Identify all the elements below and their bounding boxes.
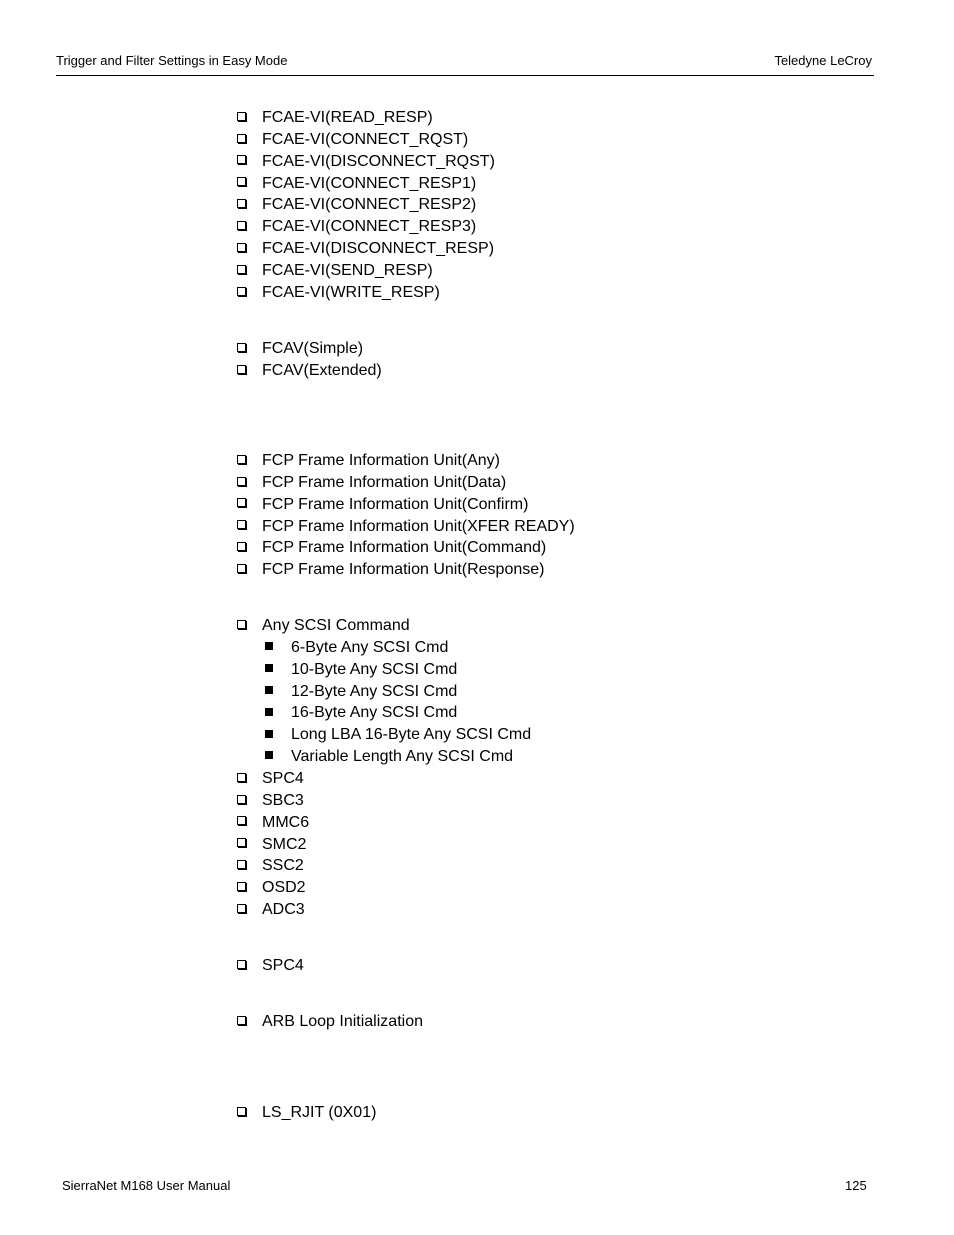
sub-list-item bbox=[265, 724, 531, 746]
list-item bbox=[237, 855, 304, 877]
square-bullet-icon bbox=[265, 730, 273, 738]
list-item-label: MMC6 bbox=[262, 813, 310, 831]
checkbox-bullet-icon bbox=[237, 265, 246, 274]
sub-list-item bbox=[265, 637, 448, 659]
checkbox-bullet-icon bbox=[237, 134, 246, 143]
running-header-brand: Teledyne LeCroy bbox=[774, 53, 872, 68]
list-item bbox=[237, 877, 306, 899]
checkbox-bullet-icon bbox=[237, 520, 246, 529]
list-item bbox=[237, 1011, 423, 1033]
list-item-label: LS_RJIT (0X01) bbox=[262, 1104, 377, 1121]
list-item-label: FCP Frame Information Unit(Data) bbox=[262, 473, 507, 491]
checkbox-bullet-icon bbox=[237, 112, 246, 121]
square-bullet-icon bbox=[265, 686, 273, 694]
checkbox-bullet-icon bbox=[237, 498, 246, 507]
list-item-label: FCAE-VI(CONNECT_RESP2) bbox=[262, 196, 477, 214]
square-bullet-icon bbox=[265, 708, 273, 716]
checkbox-bullet-icon bbox=[237, 838, 246, 847]
list-item-label: FCAV(Extended) bbox=[262, 361, 382, 379]
list-item bbox=[237, 194, 476, 216]
square-bullet-icon bbox=[265, 751, 273, 759]
list-item-label: FCP Frame Information Unit(Response) bbox=[262, 561, 545, 579]
list-item bbox=[237, 899, 305, 921]
list-item bbox=[237, 216, 476, 238]
list-item bbox=[237, 537, 546, 559]
footer-manual-title: SierraNet M168 User Manual bbox=[62, 1178, 231, 1193]
list-item bbox=[237, 1102, 376, 1124]
list-item bbox=[237, 338, 363, 360]
checkbox-bullet-icon bbox=[237, 177, 246, 186]
checkbox-bullet-icon bbox=[237, 155, 246, 164]
checkbox-bullet-icon bbox=[237, 816, 246, 825]
list-item bbox=[237, 151, 495, 173]
checkbox-bullet-icon bbox=[237, 243, 246, 252]
list-item bbox=[237, 238, 494, 260]
checkbox-bullet-icon bbox=[237, 477, 246, 486]
list-item-label: SSC2 bbox=[262, 857, 304, 875]
list-item-label: ADC3 bbox=[262, 901, 305, 919]
checkbox-bullet-icon bbox=[237, 773, 246, 782]
checkbox-bullet-icon bbox=[237, 221, 246, 230]
checkbox-bullet-icon bbox=[237, 960, 246, 969]
list-item-label: 6-Byte Any SCSI Cmd bbox=[291, 638, 449, 656]
list-item bbox=[237, 450, 500, 472]
list-item bbox=[237, 494, 528, 516]
list-item-label: FCAE-VI(SEND_RESP) bbox=[262, 261, 433, 279]
square-bullet-icon bbox=[265, 642, 273, 650]
checkbox-bullet-icon bbox=[237, 1016, 246, 1025]
list-item bbox=[237, 173, 476, 195]
header-divider bbox=[56, 75, 874, 76]
list-item-label: FCP Frame Information Unit(Confirm) bbox=[262, 495, 529, 513]
list-item bbox=[237, 559, 544, 581]
list-item-label: ARB Loop Initialization bbox=[262, 1013, 423, 1030]
square-bullet-icon bbox=[265, 664, 273, 672]
list-item bbox=[237, 360, 382, 382]
list-item-label: FCP Frame Information Unit(Any) bbox=[262, 452, 500, 469]
list-item-label: 10-Byte Any SCSI Cmd bbox=[291, 660, 458, 678]
list-item-label: 12-Byte Any SCSI Cmd bbox=[291, 682, 458, 700]
list-item-label: Any SCSI Command bbox=[262, 617, 410, 634]
list-item-label: FCAE-VI(DISCONNECT_RESP) bbox=[262, 240, 495, 258]
list-item bbox=[237, 812, 309, 834]
checkbox-bullet-icon bbox=[237, 882, 246, 891]
list-item-label: FCP Frame Information Unit(XFER READY) bbox=[262, 517, 575, 535]
sub-list-item bbox=[265, 659, 457, 681]
list-item-label: Variable Length Any SCSI Cmd bbox=[291, 748, 514, 766]
checkbox-bullet-icon bbox=[237, 904, 246, 913]
list-item bbox=[237, 129, 468, 151]
sub-list-item bbox=[265, 702, 457, 724]
checkbox-bullet-icon bbox=[237, 365, 246, 374]
list-item bbox=[237, 834, 306, 856]
list-item bbox=[237, 107, 433, 129]
list-item bbox=[237, 615, 410, 637]
sub-list-item bbox=[265, 746, 513, 768]
list-item-label: FCAV(Simple) bbox=[262, 340, 364, 357]
list-item-label: Long LBA 16-Byte Any SCSI Cmd bbox=[291, 726, 532, 744]
list-item-label: OSD2 bbox=[262, 879, 306, 897]
list-item-label: FCAE-VI(READ_RESP) bbox=[262, 109, 433, 126]
checkbox-bullet-icon bbox=[237, 564, 246, 573]
page-number: 125 bbox=[845, 1178, 867, 1193]
list-item-label: FCP Frame Information Unit(Command) bbox=[262, 539, 547, 557]
list-item bbox=[237, 472, 506, 494]
list-item bbox=[237, 282, 440, 304]
list-item-label: 16-Byte Any SCSI Cmd bbox=[291, 704, 458, 722]
list-item-label: FCAE-VI(WRITE_RESP) bbox=[262, 283, 440, 301]
list-item bbox=[237, 955, 304, 977]
checkbox-bullet-icon bbox=[237, 343, 246, 352]
sub-list-item bbox=[265, 681, 457, 703]
checkbox-bullet-icon bbox=[237, 455, 246, 464]
checkbox-bullet-icon bbox=[237, 1107, 246, 1116]
checkbox-bullet-icon bbox=[237, 860, 246, 869]
checkbox-bullet-icon bbox=[237, 542, 246, 551]
list-item bbox=[237, 516, 575, 538]
checkbox-bullet-icon bbox=[237, 620, 246, 629]
checkbox-bullet-icon bbox=[237, 287, 246, 296]
checkbox-bullet-icon bbox=[237, 795, 246, 804]
running-header-title: Trigger and Filter Settings in Easy Mode bbox=[56, 53, 288, 68]
list-item bbox=[237, 790, 304, 812]
list-item-label: FCAE-VI(CONNECT_RESP3) bbox=[262, 218, 477, 236]
list-item-label: SPC4 bbox=[262, 769, 304, 787]
list-item-label: FCAE-VI(DISCONNECT_RQST) bbox=[262, 152, 495, 170]
list-item-label: SMC2 bbox=[262, 835, 307, 853]
list-item-label: SPC4 bbox=[262, 957, 304, 974]
list-item bbox=[237, 768, 304, 790]
list-item-label: SBC3 bbox=[262, 791, 304, 809]
checkbox-bullet-icon bbox=[237, 199, 246, 208]
list-item-label: FCAE-VI(CONNECT_RESP1) bbox=[262, 174, 477, 192]
list-item-label: FCAE-VI(CONNECT_RQST) bbox=[262, 130, 469, 148]
list-item bbox=[237, 260, 433, 282]
